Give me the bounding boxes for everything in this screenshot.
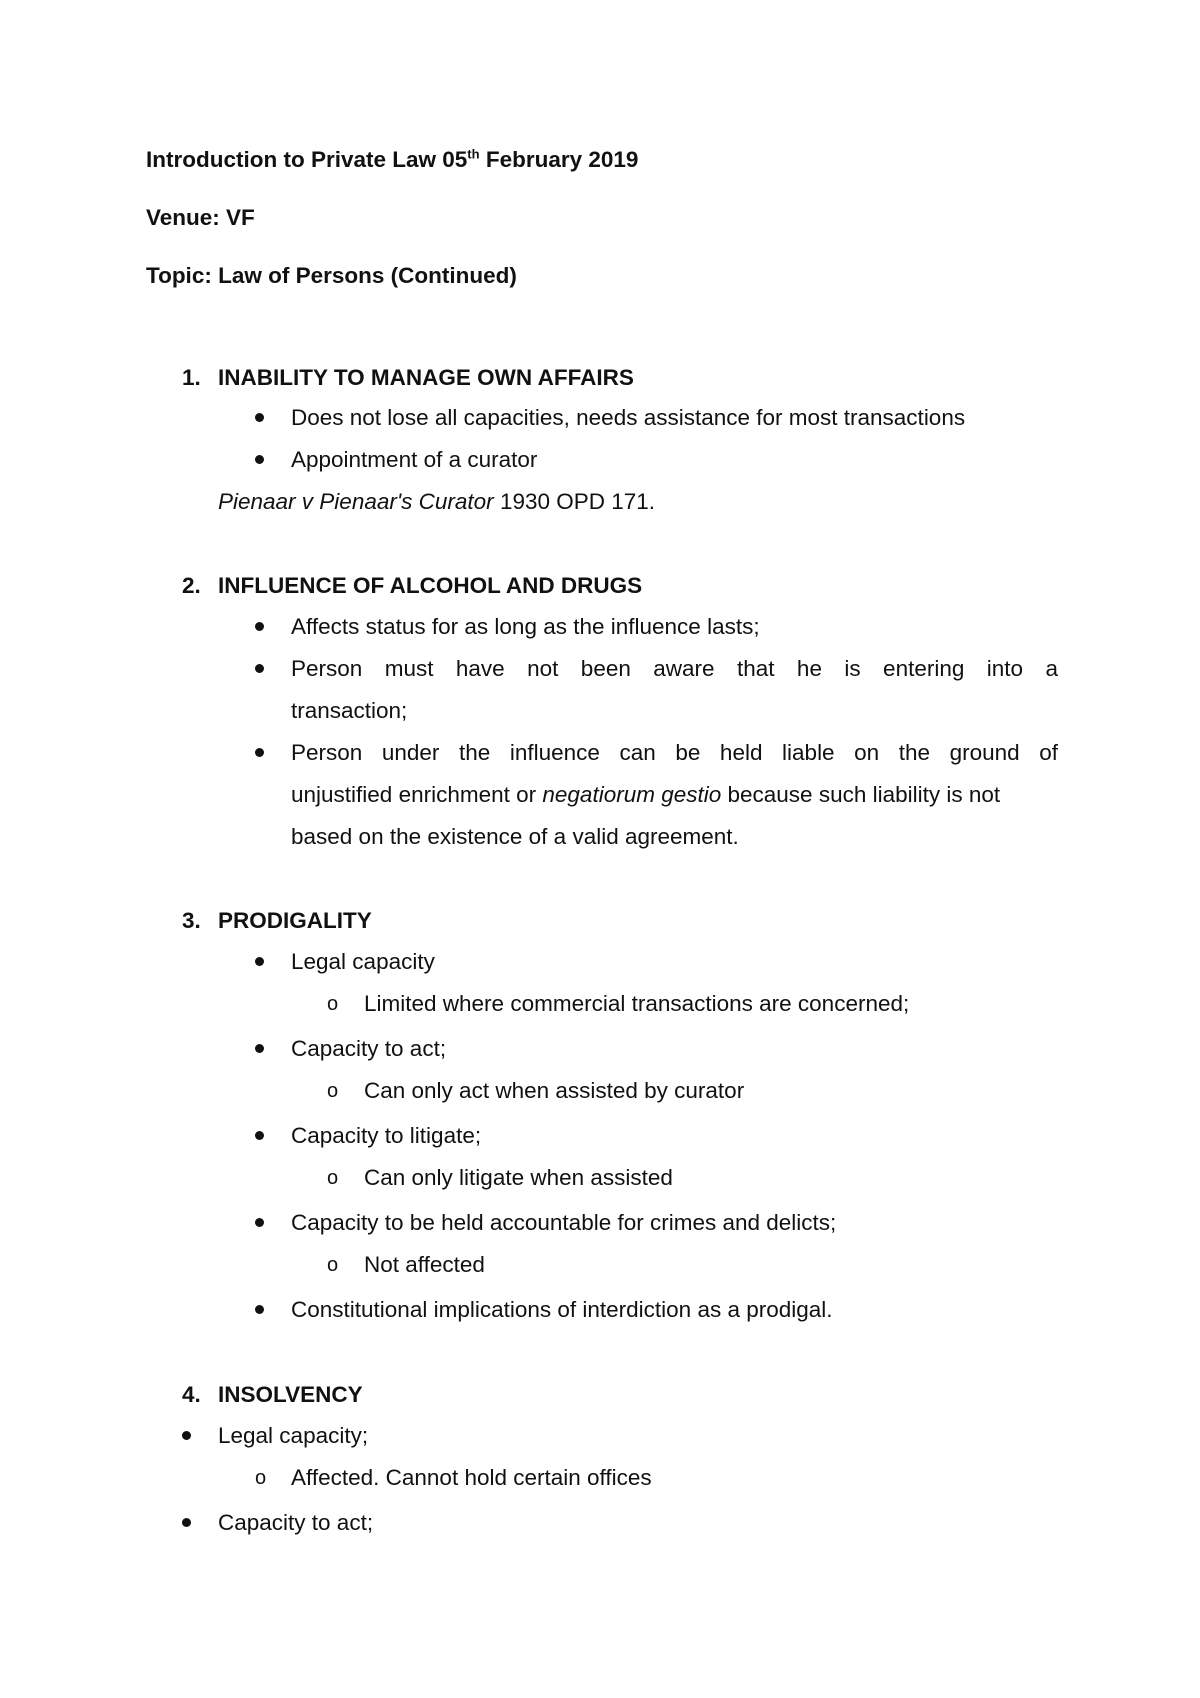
sub-bullet-icon: o	[327, 1167, 339, 1189]
section-number: 4.	[182, 1382, 201, 1407]
list-item: Legal capacity;	[218, 1423, 369, 1448]
section-number: 1.	[182, 365, 201, 390]
list-item-continuation: based on the existence of a valid agreement.	[291, 824, 739, 849]
bullet-icon	[255, 1305, 264, 1314]
sub-list-item: Can only litigate when assisted	[364, 1165, 673, 1190]
document-title: Introduction to Private Law 05th February 2019	[146, 146, 639, 172]
bullet-icon	[255, 957, 264, 966]
bullet-icon	[182, 1518, 191, 1527]
list-item: Capacity to act;	[218, 1510, 374, 1535]
list-item: Legal capacity	[291, 949, 435, 974]
section-number: 3.	[182, 908, 201, 933]
sub-bullet-icon: o	[255, 1467, 267, 1489]
bullet-icon	[255, 1131, 264, 1140]
section-heading: INSOLVENCY	[218, 1382, 363, 1407]
sub-list-item: Limited where commercial transactions are concerned;	[364, 991, 910, 1016]
list-item: Capacity to be held accountable for crimes and delicts;	[291, 1210, 837, 1235]
bullet-icon	[182, 1431, 191, 1440]
sub-bullet-icon: o	[327, 1254, 339, 1276]
sub-list-item: Not affected	[364, 1252, 485, 1277]
list-item: Appointment of a curator	[291, 447, 538, 472]
bullet-icon	[255, 622, 264, 631]
list-item: Capacity to litigate;	[291, 1123, 482, 1148]
sub-list-item: Can only act when assisted by curator	[364, 1078, 745, 1103]
bullet-icon	[255, 413, 264, 422]
list-item-continuation: unjustified enrichment or negatiorum gestio because such liability is not	[291, 782, 1001, 807]
venue-line: Venue: VF	[146, 205, 255, 230]
bullet-icon	[255, 664, 264, 673]
sub-bullet-icon: o	[327, 993, 339, 1015]
bullet-icon	[255, 1044, 264, 1053]
bullet-icon	[255, 1218, 264, 1227]
sub-list-item: Affected. Cannot hold certain offices	[291, 1465, 652, 1490]
bullet-icon	[255, 455, 264, 464]
list-item: Person under the influence can be held liable on the ground of	[291, 740, 1058, 765]
list-item: Person must have not been aware that he is entering into a	[291, 656, 1058, 681]
list-item: Capacity to act;	[291, 1036, 447, 1061]
case-citation: Pienaar v Pienaar's Curator 1930 OPD 171.	[218, 489, 656, 514]
section-heading: INFLUENCE OF ALCOHOL AND DRUGS	[218, 573, 643, 598]
section-number: 2.	[182, 573, 201, 598]
section-heading: PRODIGALITY	[218, 908, 372, 933]
list-item: Does not lose all capacities, needs assistance for most transactions	[291, 405, 966, 430]
section-heading: INABILITY TO MANAGE OWN AFFAIRS	[218, 365, 634, 390]
list-item: Affects status for as long as the influence lasts;	[291, 614, 760, 639]
list-item-continuation: transaction;	[291, 698, 408, 723]
sub-bullet-icon: o	[327, 1080, 339, 1102]
topic-line: Topic: Law of Persons (Continued)	[146, 263, 517, 288]
bullet-icon	[255, 748, 264, 757]
list-item: Constitutional implications of interdiction as a prodigal.	[291, 1297, 833, 1322]
